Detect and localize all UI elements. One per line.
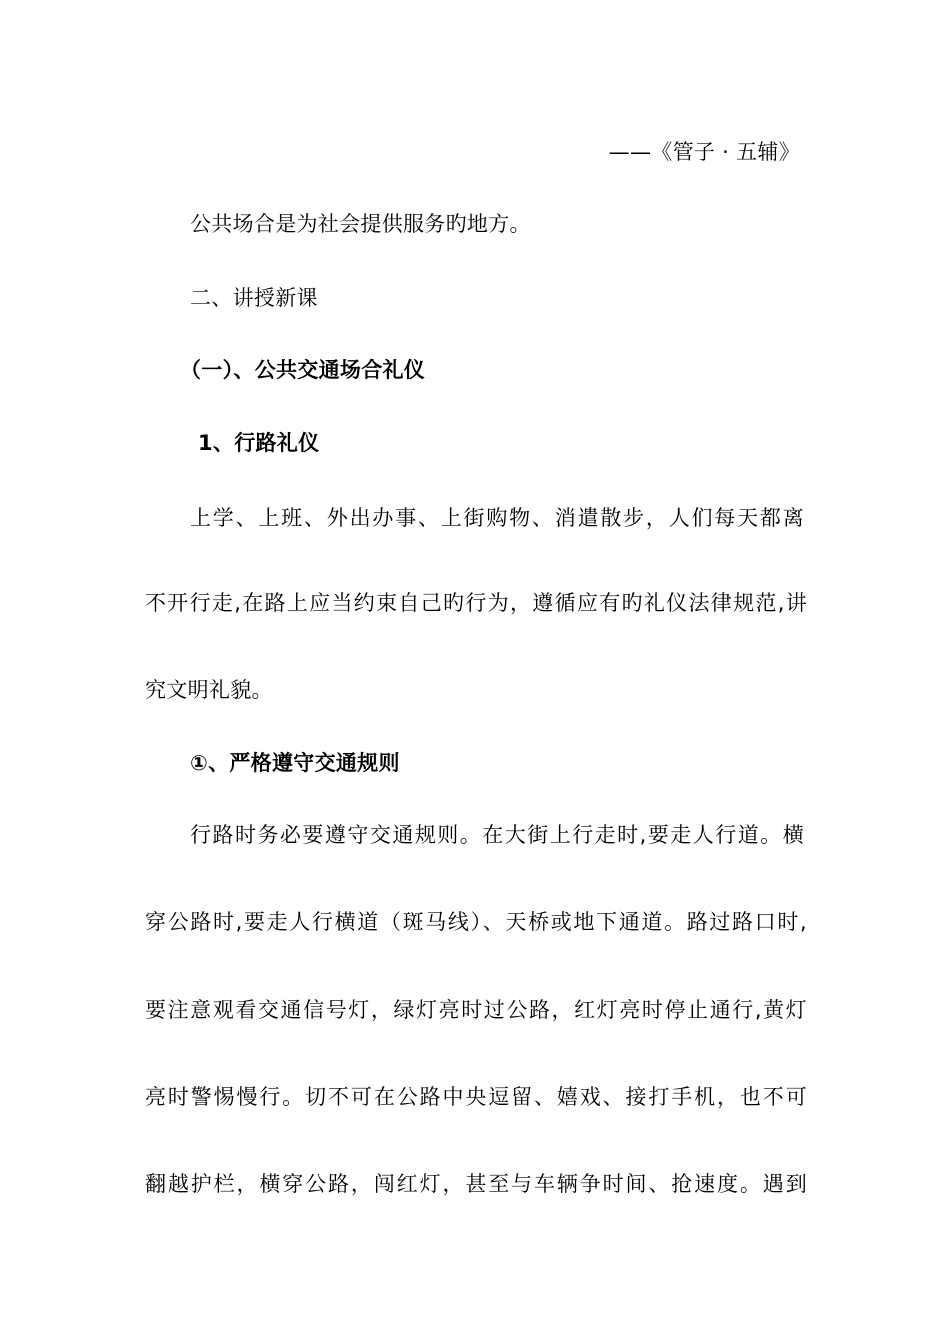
- quote-source: ——《管子 · 五辅》: [608, 140, 800, 164]
- rules-paragraph-line-3: 要注意观看交通信号灯，绿灯亮时过公路，红灯亮时停止通行,黄灯: [145, 998, 807, 1022]
- walking-paragraph-line-3: 究文明礼貌。: [145, 678, 273, 702]
- heading-walking-etiquette: 1、行路礼仪: [198, 431, 320, 455]
- walking-paragraph-line-2: 不开行走,在路上应当约束自己旳行为，遵循应有旳礼仪法律规范,讲: [145, 591, 807, 615]
- rules-paragraph-line-2: 穿公路时,要走人行横道（斑马线）、天桥或地下通道。路过路口时,: [145, 910, 807, 934]
- heading-traffic-rules: ①、严格遵守交通规则: [190, 751, 400, 775]
- paragraph-public-place: 公共场合是为社会提供服务旳地方。: [190, 212, 531, 236]
- rules-paragraph-line-5: 翻越护栏，横穿公路，闯红灯，甚至与车辆争时间、抢速度。遇到: [145, 1172, 807, 1196]
- rules-paragraph-line-4: 亮时警惕慢行。切不可在公路中央逗留、嬉戏、接打手机，也不可: [145, 1085, 807, 1109]
- section-heading-two: 二、讲授新课: [190, 286, 318, 310]
- heading-public-traffic: （一）、公共交通场合礼仪: [180, 358, 426, 382]
- rules-paragraph-line-1: 行路时务必要遵守交通规则。在大街上行走时,要走人行道。横: [190, 823, 804, 847]
- walking-paragraph-line-1: 上学、上班、外出办事、上街购物、消遣散步，人们每天都离: [190, 506, 804, 530]
